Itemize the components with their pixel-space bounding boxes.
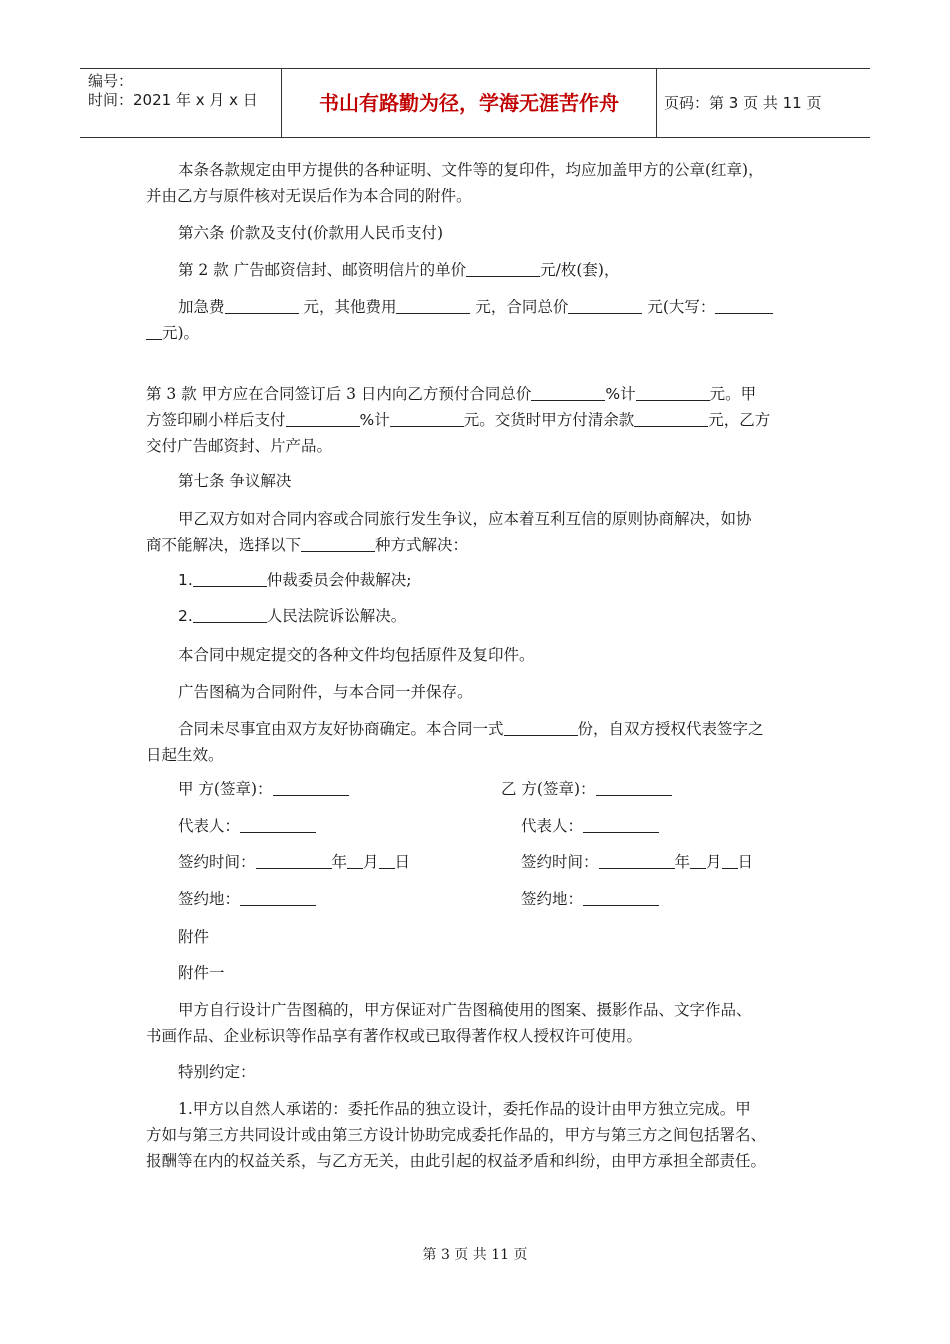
clause-2 — [178, 257, 619, 283]
header-meta — [80, 69, 282, 137]
dispute-line2 — [146, 532, 468, 558]
blank-day-a[interactable] — [379, 850, 395, 869]
page-footer: 第 3 页 共 11 页 — [422, 1247, 528, 1263]
appendix-p2-line3: 报酬等在内的权益关系，与乙方无关，由此引起的权益矛盾和纠纷，由甲方承担全部责任。 — [146, 1152, 767, 1170]
blank-year-a[interactable] — [256, 850, 332, 869]
drafts-note: 广告图稿为合同附件，与本合同一并保存。 — [178, 683, 473, 701]
option-1-text: 仲裁委员会仲裁解决; — [266, 571, 412, 589]
doc-time-label: 时间：2021 年 x 月 x 日 — [88, 91, 258, 109]
appendix-p1-line1: 甲方自行设计广告图稿的，甲方保证对广告图稿使用的图案、摄影作品、文字作品、 — [178, 1001, 752, 1019]
blank-prepay-percent[interactable] — [531, 382, 605, 401]
blank-unit-price[interactable] — [466, 258, 540, 277]
fees-line1 — [178, 294, 773, 320]
fee-other-label: 元，其他费用 — [298, 298, 397, 316]
blank-copies[interactable] — [504, 717, 578, 736]
blank-urgent-fee[interactable] — [225, 295, 299, 314]
option-2-number: 2. — [178, 607, 193, 625]
blank-rep-b[interactable] — [583, 814, 659, 833]
blank-arbitration[interactable] — [193, 568, 267, 587]
clause-3-line1 — [146, 381, 756, 407]
para-copies-line1: 本条各款规定由甲方提供的各种证明、文件等的复印件，均应加盖甲方的公章(红章)， — [178, 161, 764, 179]
header-page-info: 页码：第 3 页 共 11 页 — [664, 94, 822, 112]
blank-place-b[interactable] — [583, 887, 659, 906]
fee-capital-label: 元(大写： — [642, 298, 716, 316]
blank-month-a[interactable] — [347, 850, 363, 869]
party-b-label: 乙 方(签章)： — [501, 780, 596, 798]
blank-total-price[interactable] — [568, 295, 642, 314]
clause-3-text-c: 元。甲 — [709, 385, 757, 403]
article-6-title: 第六条 价款及支付(价款用人民币支付) — [178, 224, 444, 242]
party-a-rep — [178, 813, 316, 839]
party-a-label: 甲 方(签章)： — [178, 780, 273, 798]
blank-month-b[interactable] — [690, 850, 706, 869]
blank-proof-percent[interactable] — [286, 408, 360, 427]
header-motto: 书山有路勤为径，学海无涯苦作舟 — [282, 69, 657, 137]
blank-rep-a[interactable] — [240, 814, 316, 833]
appendix-p1-line2: 书画作品、企业标识等作品享有著作权或已取得著作权人授权许可使用。 — [146, 1027, 643, 1045]
option-2 — [178, 603, 406, 629]
doc-number-label: 编号： — [88, 72, 134, 90]
clause-3-text-g: 元，乙方 — [708, 411, 771, 429]
clause-3-text-d: 方签印刷小样后支付 — [146, 411, 286, 429]
blank-dispute-method[interactable] — [301, 533, 375, 552]
month-label-a: 月 — [363, 853, 379, 871]
fee-urgent-label: 加急费 — [178, 298, 225, 316]
date-label-a: 签约时间： — [178, 853, 256, 871]
clause-3-text-f: 元。交货时甲方付清余款 — [463, 411, 635, 429]
fee-total-label: 元，合同总价 — [470, 298, 569, 316]
final-line1 — [178, 716, 764, 742]
option-1 — [178, 567, 412, 593]
party-a-date — [178, 849, 410, 875]
clause-3-line2 — [146, 407, 770, 433]
appendix-one: 附件一 — [178, 964, 225, 982]
rep-label-a: 代表人： — [178, 817, 241, 835]
blank-prepay-amount[interactable] — [636, 382, 710, 401]
blank-party-b[interactable] — [596, 777, 672, 796]
blank-party-a[interactable] — [273, 777, 349, 796]
date-label-b: 签约时间： — [521, 853, 599, 871]
clause-3-text-a: 第 3 款 甲方应在合同签订后 3 日内向乙方预付合同总价 — [146, 385, 532, 403]
final-line2: 日起生效。 — [146, 746, 224, 764]
year-label-a: 年 — [331, 853, 348, 871]
party-b-sign — [501, 776, 672, 802]
fee-end-text: 元)。 — [162, 324, 200, 342]
party-b-date — [521, 849, 753, 875]
dispute-text-b: 种方式解决： — [375, 536, 469, 554]
month-label-b: 月 — [706, 853, 722, 871]
appendix-p2-line1: 1.甲方以自然人承诺的：委托作品的独立设计，委托作品的设计由甲方独立完成。甲 — [178, 1100, 751, 1118]
year-label-b: 年 — [674, 853, 691, 871]
special-title: 特别约定： — [178, 1063, 256, 1081]
fees-line2 — [146, 320, 199, 346]
blank-day-b[interactable] — [722, 850, 738, 869]
blank-other-fee[interactable] — [396, 295, 470, 314]
files-note: 本合同中规定提交的各种文件均包括原件及复印件。 — [178, 646, 535, 664]
day-label-a: 日 — [394, 853, 411, 871]
day-label-b: 日 — [737, 853, 754, 871]
blank-balance-amount[interactable] — [634, 408, 708, 427]
party-a-sign — [178, 776, 349, 802]
clause-3-text-b: %计 — [605, 385, 636, 403]
blank-year-b[interactable] — [599, 850, 675, 869]
place-label-b: 签约地： — [521, 890, 584, 908]
appendix-p2-line2: 方如与第三方共同设计或由第三方设计协助完成委托作品的，甲方与第三方之间包括署名、 — [146, 1126, 767, 1144]
party-b-rep — [521, 813, 659, 839]
page-header — [80, 68, 870, 138]
option-2-text: 人民法院诉讼解决。 — [266, 607, 407, 625]
blank-court[interactable] — [193, 604, 267, 623]
rep-label-b: 代表人： — [521, 817, 584, 835]
dispute-text-a: 商不能解决，选择以下 — [146, 536, 302, 554]
para-copies-line2: 并由乙方与原件核对无误后作为本合同的附件。 — [146, 187, 472, 205]
final-text-b: 份，自双方授权代表签字之 — [577, 720, 764, 738]
party-b-place — [521, 886, 659, 912]
option-1-number: 1. — [178, 571, 193, 589]
dispute-line1: 甲乙双方如对合同内容或合同旅行发生争议，应本着互利互信的原则协商解决，如协 — [178, 510, 752, 528]
party-a-place — [178, 886, 316, 912]
place-label-a: 签约地： — [178, 890, 241, 908]
clause-3-line3: 交付广告邮资封、片产品。 — [146, 437, 333, 455]
clause-2-text-a: 第 2 款 广告邮资信封、邮资明信片的单价 — [178, 261, 467, 279]
clause-2-text-b: 元/枚(套)， — [540, 261, 620, 279]
appendix-title: 附件 — [178, 928, 210, 946]
final-text-a: 合同未尽事宜由双方友好协商确定。本合同一式 — [178, 720, 504, 738]
blank-capital-amount-b[interactable] — [146, 321, 162, 340]
article-7-title: 第七条 争议解决 — [178, 472, 292, 490]
blank-proof-amount[interactable] — [390, 408, 464, 427]
clause-3-text-e: %计 — [359, 411, 390, 429]
blank-capital-amount-a[interactable] — [715, 295, 773, 314]
blank-place-a[interactable] — [240, 887, 316, 906]
